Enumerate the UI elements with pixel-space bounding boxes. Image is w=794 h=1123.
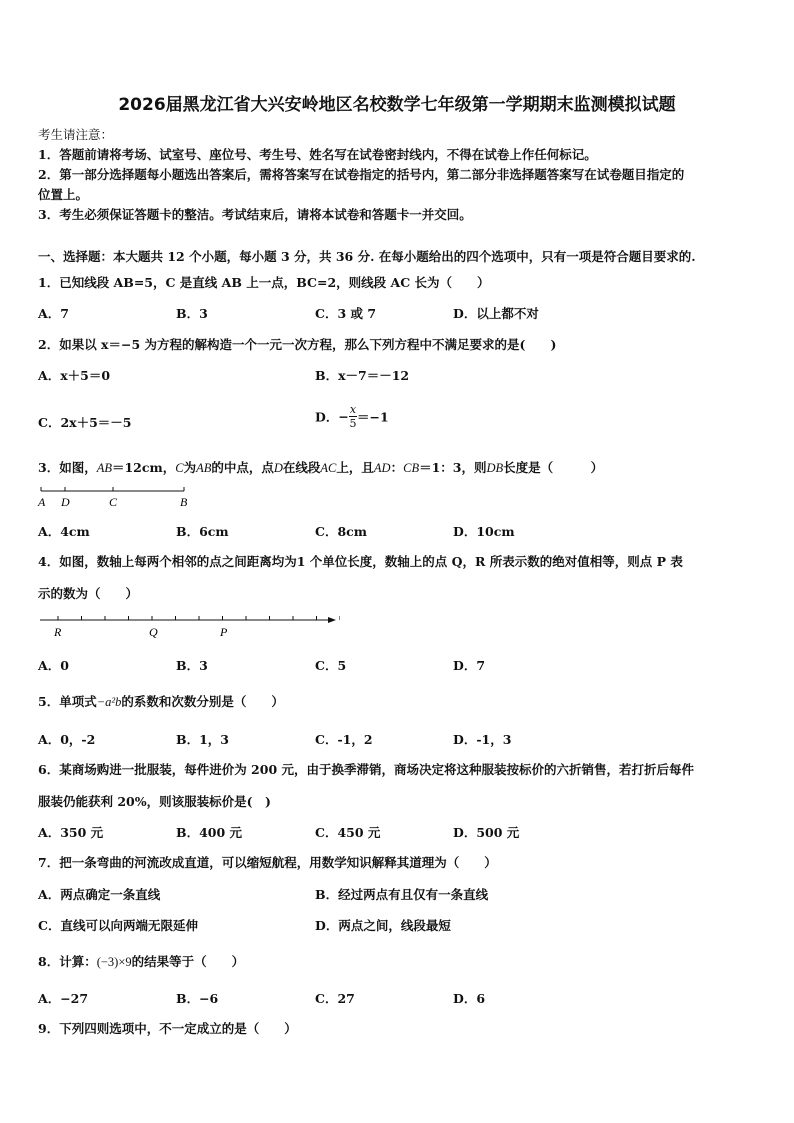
q5-option-d: D．-1，3 [453, 732, 512, 747]
q1-option-c: C．3 或 7 [315, 306, 377, 321]
q8-option-c: C．27 [315, 991, 355, 1006]
notice-item-2: 2．第一部分选择题每小题选出答案后，需将答案写在试卷指定的括号内，第二部分非选择题答案写在试卷题目指定的 [38, 167, 685, 182]
q3-option-c: C．8cm [315, 524, 367, 539]
q4-option-a: A．0 [38, 658, 69, 673]
q6-option-d: D．500 元 [453, 825, 520, 840]
label-r: R [54, 625, 62, 639]
q3-math: AB [196, 461, 212, 475]
q5-text: 的系数和次数分别是（ ） [121, 694, 284, 709]
number-line-arrow [328, 617, 336, 623]
q3-segment-figure [36, 484, 196, 512]
question-5-stem [38, 692, 284, 710]
fraction-denominator: 5 [349, 417, 357, 430]
q3-text: 3．如图， [38, 460, 97, 475]
q4-number-line-figure [38, 612, 340, 642]
question-1-stem: 1．已知线段 AB=5，C 是直线 AB 上一点，BC=2，则线段 AC 长为（ ） [38, 275, 490, 290]
q2-option-d-rhs: ＝−1 [357, 409, 389, 425]
q4-option-b: B．3 [176, 658, 208, 673]
label-q: Q [149, 625, 158, 639]
question-3-stem [38, 458, 603, 476]
q7-option-a: A．两点确定一条直线 [38, 887, 161, 902]
label-b: B [180, 495, 188, 509]
number-line-ticks [58, 616, 340, 620]
label-d: D [61, 495, 70, 509]
q8-text: 的结果等于（ ） [131, 954, 245, 969]
notice-item-3: 3．考生必须保证答题卡的整洁。考试结束后，请将本试卷和答题卡一并交回。 [38, 207, 472, 222]
q2-option-d-label: D． [315, 409, 339, 425]
question-8-stem [38, 952, 244, 970]
question-7-stem: 7．把一条弯曲的河流改成直道，可以缩短航程，用数学知识解释其道理为（ ） [38, 855, 497, 870]
question-2-stem: 2．如果以 x＝−5 为方程的解构造一个一元一次方程，那么下列方程中不满足要求的是( ) [38, 337, 557, 352]
q2-option-b: B．x－7＝－12 [315, 368, 410, 383]
q8-option-d: D．6 [453, 991, 486, 1006]
q5-option-b: B．1，3 [176, 732, 229, 747]
q2-option-d [315, 403, 389, 430]
q1-option-a: A．7 [38, 306, 69, 321]
q2-option-d-minus: − [338, 409, 349, 424]
q3-math: DB [486, 461, 504, 475]
q8-expression: (−3)×9 [96, 955, 132, 969]
q8-option-b: B．−6 [176, 991, 219, 1006]
q6-option-c: C．450 元 [315, 825, 381, 840]
q3-text: ＝12cm， [111, 460, 176, 475]
q3-math: AC [320, 461, 337, 475]
q8-text: 8．计算： [38, 954, 97, 969]
q3-math: C [175, 461, 184, 475]
q8-option-a: A．−27 [38, 991, 89, 1006]
q2-option-c: C．2x＋5＝－5 [38, 415, 132, 430]
q7-option-b: B．经过两点有且仅有一条直线 [315, 887, 489, 902]
notice-heading: 考生请注意： [38, 127, 114, 142]
question-4-stem-line2: 示的数为（ ） [38, 586, 139, 601]
q3-math: D [273, 461, 283, 475]
q3-text: 在线段 [282, 460, 321, 475]
q5-option-a: A．0，-2 [38, 732, 96, 747]
q3-text: 的中点，点 [211, 460, 274, 475]
label-p: P [220, 625, 228, 639]
q7-option-d: D．两点之间，线段最短 [315, 918, 451, 933]
q5-monomial: −a²b [96, 695, 122, 709]
question-4-stem-line1: 4．如图，数轴上每两个相邻的点之间距离均为1 个单位长度，数轴上的点 Q，R 所表示数的绝对值相等，则点 P 表 [38, 554, 683, 569]
q3-text: 为 [183, 460, 197, 475]
q3-option-a: A．4cm [38, 524, 90, 539]
q3-option-d: D．10cm [453, 524, 515, 539]
q3-text: 上，且 [336, 460, 374, 475]
q3-text: ： [390, 460, 404, 475]
q1-option-d: D．以上都不对 [453, 306, 539, 321]
q4-option-c: C．5 [315, 658, 347, 673]
fraction-numerator: x [349, 403, 357, 416]
q2-option-a: A．x＋5＝0 [38, 368, 111, 383]
question-9-stem: 9．下列四则选项中，不一定成立的是（ ） [38, 1021, 297, 1036]
q5-text: 5．单项式 [38, 694, 97, 709]
q3-math: CB [403, 461, 420, 475]
notice-item-1: 1．答题前请将考场、试室号、座位号、考生号、姓名写在试卷密封线内，不得在试卷上作任何标记。 [38, 147, 597, 162]
q5-option-c: C．-1，2 [315, 732, 373, 747]
q3-math: AB [96, 461, 112, 475]
q7-option-c: C．直线可以向两端无限延伸 [38, 918, 198, 933]
section-heading: 一、选择题：本大题共 12 个小题，每小题 3 分，共 36 分. 在每小题给出的四个选项中，只有一项是符合题目要求的. [38, 249, 696, 264]
question-6-stem-line2: 服装仍能获利 20%，则该服装标价是( ) [38, 794, 271, 809]
q1-option-b: B．3 [176, 306, 208, 321]
q3-text: 长度是（ ） [503, 460, 604, 475]
q2-option-d-fraction [349, 403, 357, 430]
q3-text: ＝1：3，则 [419, 460, 487, 475]
question-6-stem-line1: 6．某商场购进一批服装，每件进价为 200 元，由于换季滞销，商场决定将这种服装按标价的六折销售，若打折后每件 [38, 762, 694, 777]
notice-item-2-cont: 位置上。 [38, 187, 89, 202]
label-a: A [38, 495, 46, 509]
q6-option-a: A．350 元 [38, 825, 104, 840]
exam-title: 2026届黑龙江省大兴安岭地区名校数学七年级第一学期期末监测模拟试题 [118, 95, 676, 115]
q6-option-b: B．400 元 [176, 825, 243, 840]
q3-math: AD [373, 461, 391, 475]
label-c: C [109, 495, 118, 509]
q3-option-b: B．6cm [176, 524, 229, 539]
q4-option-d: D．7 [453, 658, 486, 673]
